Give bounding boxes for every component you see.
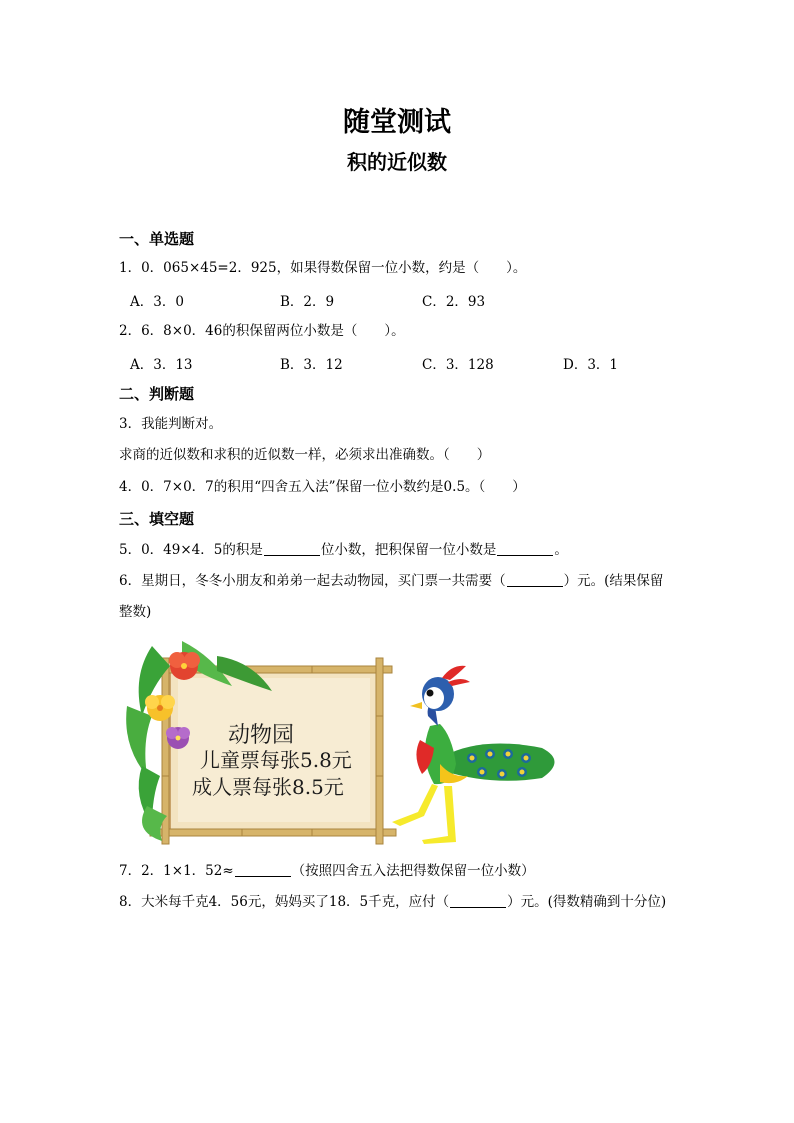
- question-5-part2: 位小数，把积保留一位小数是: [320, 542, 497, 558]
- question-5: [119, 540, 568, 560]
- answer-blank[interactable]: [235, 862, 291, 877]
- question-3-statement: 求商的近似数和求积的近似数一样，必须求出准确数。（ ）: [119, 447, 491, 463]
- page-title: 随堂测试: [343, 107, 451, 138]
- question-8-part1: 8．大米每千克4．56元，妈妈买了18．5千克，应付（: [119, 894, 450, 910]
- question-1-text: 1．0．065×45=2．925，如果得数保留一位小数，约是（ ）。: [119, 260, 527, 276]
- question-2-option-c: C．3．128: [422, 357, 494, 373]
- question-7: [119, 861, 535, 881]
- section-heading-fill-blank: 三、填空题: [119, 510, 195, 528]
- question-8: [119, 892, 666, 912]
- question-5-part1: 5．0．49×4．5的积是: [119, 542, 263, 558]
- sign-title: 动物园: [228, 723, 295, 748]
- question-6: [119, 571, 663, 591]
- question-1-option-a: A．3．0: [130, 294, 184, 310]
- section-heading-single-choice: 一、单选题: [119, 230, 195, 248]
- question-2-option-b: B．3．12: [280, 357, 343, 373]
- section-heading-true-false: 二、判断题: [119, 385, 195, 403]
- sign-child-price: 儿童票每张5.8元: [200, 748, 352, 772]
- question-7-part2: （按照四舍五入法把得数保留一位小数）: [291, 863, 535, 879]
- question-6-part2: ）元。(结果保留: [563, 573, 664, 589]
- question-1-option-b: B．2．9: [280, 294, 335, 310]
- question-8-part2: ）元。(得数精确到十分位): [507, 894, 667, 910]
- zoo-ticket-illustration: [122, 636, 572, 848]
- answer-blank[interactable]: [507, 572, 563, 587]
- answer-blank[interactable]: [450, 893, 506, 908]
- page-subtitle: 积的近似数: [347, 150, 447, 174]
- question-3-text: 3．我能判断对。: [119, 416, 223, 432]
- question-2-option-a: A．3．13: [130, 357, 193, 373]
- question-4-text: 4．0．7×0．7的积用“四舍五入法”保留一位小数约是0.5。（ ）: [119, 479, 526, 495]
- sign-board: [150, 658, 396, 844]
- sign-adult-price: 成人票每张8.5元: [192, 775, 344, 799]
- answer-blank[interactable]: [497, 541, 553, 556]
- question-6-part1: 6．星期日，冬冬小朋友和弟弟一起去动物园，买门票一共需要（: [119, 573, 506, 589]
- question-7-part1: 7．2．1×1．52≈: [119, 863, 234, 879]
- question-6-line2: 整数): [119, 604, 152, 620]
- peacock-icon: [392, 666, 555, 844]
- question-5-part3: 。: [554, 542, 568, 558]
- question-2-text: 2．6．8×0．46的积保留两位小数是（ ）。: [119, 323, 405, 339]
- answer-blank[interactable]: [264, 541, 320, 556]
- question-1-option-c: C．2．93: [422, 294, 486, 310]
- question-2-option-d: D．3．1: [563, 357, 619, 373]
